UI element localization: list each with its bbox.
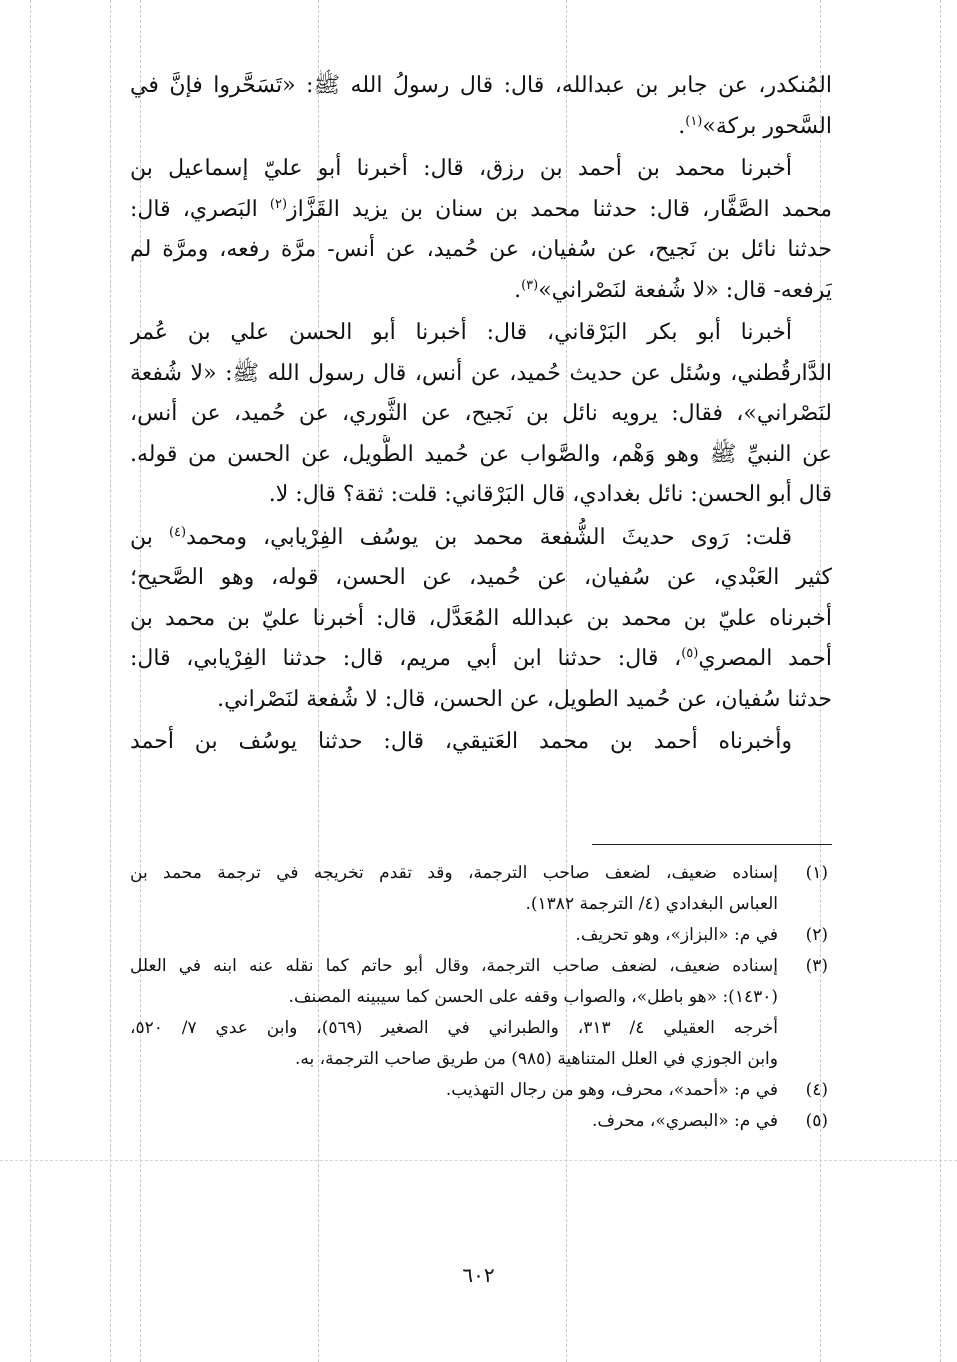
text-segment: ، قال: حدثنا ابن أبي مريم، قال: حدثنا الفِرْيابي، قال:	[130, 646, 682, 671]
main-text	[130, 66, 832, 765]
text-segment: .	[514, 277, 522, 303]
footnote-continuation	[130, 1013, 832, 1075]
paragraph	[130, 722, 832, 763]
text-line	[130, 518, 832, 559]
footnote-number: (٢)	[805, 925, 828, 945]
text-line: قال أبو الحسن: نائل بغدادي، قال البَرْقاني: قلت: ثقة؟ قال: لا.	[268, 482, 832, 507]
footnote-separator	[592, 844, 832, 845]
text-line	[130, 190, 832, 231]
footnote-line: إسناده ضعيف، لضعف صاحب الترجمة، وقد تقدم تخريجه في ترجمة محمد بن	[130, 863, 778, 883]
scan-artifact	[940, 0, 941, 1362]
footnote-ref: (٤)	[168, 524, 187, 540]
footnote-number: (٣)	[805, 956, 828, 976]
footnote-line: في م: «أحمد»، محرف، وهو من رجال التهذيب.	[445, 1080, 778, 1100]
paragraph	[130, 66, 832, 147]
text-line	[130, 107, 832, 148]
page-number: ٦٠٢	[462, 1263, 495, 1287]
footnote-ref: (٣)	[521, 277, 539, 293]
footnote-line: العباس البغدادي (٤/ الترجمة ١٣٨٢).	[525, 894, 778, 914]
footnote-line: في م: «البزاز»، وهو تحريف.	[575, 925, 778, 945]
text-segment: .	[678, 113, 686, 139]
text-line: لنَصْراني»، فقال: يرويه نائل بن نَجيح، عن الثَّوري، عن حُميد، عن أنس،	[130, 401, 832, 426]
footnote-number: (٤)	[805, 1080, 828, 1100]
text-segment: البَصري، قال:	[130, 196, 270, 222]
scan-artifact	[110, 0, 111, 1362]
text-line: الدَّارقُطني، وسُئل عن حديث حُميد، عن أنس، قال رسول الله ﷺ: «لا شُفعة	[130, 360, 832, 386]
footnotes	[130, 858, 832, 1137]
footnote-ref: (٥)	[681, 646, 699, 661]
footnote	[130, 1106, 832, 1137]
footnote-ref: (١)	[685, 113, 703, 129]
footnote-line: (١٤٣٠): «هو باطل»، والصواب وقفه على الحسن كما سيبينه المصنف.	[288, 987, 778, 1007]
footnote	[130, 1075, 832, 1106]
text-line: أخبرنا محمد بن أحمد بن رزق، قال: أخبرنا أبو عليّ إسماعيل بن	[130, 156, 792, 181]
text-segment: أحمد المصري	[698, 646, 832, 671]
footnote-line: وابن الجوزي في العلل المتناهية (٩٨٥) من طريق صاحب الترجمة، به.	[294, 1049, 778, 1069]
text-line	[130, 639, 832, 680]
text-line: المُنكدر، عن جابر بن عبدالله، قال: قال رسولُ الله ﷺ: «تَسَحَّروا فإنَّ في	[130, 73, 832, 98]
text-line: حدثنا سُفيان، عن حُميد الطويل، عن الحسن، قال: لا شُفعة لنَصْراني.	[217, 686, 832, 712]
footnote-line: أخرجه العقيلي ٤/ ٣١٣، والطبراني في الصغير (٥٦٩)، وابن عدي ٧/ ٥٢٠،	[130, 1018, 778, 1038]
text-segment: يَرفعه- قال: «لا شُفعة لنَصْراني»	[538, 277, 832, 303]
text-line	[130, 271, 832, 312]
scan-artifact	[30, 0, 31, 1362]
text-line: كثير العَبْدي، عن سُفيان، عن حُميد، عن الحسن، قوله، وهو الصَّحيح؛	[130, 565, 832, 590]
scan-artifact	[0, 1160, 957, 1161]
text-line: حدثنا نائل بن نَجيح، عن سُفيان، عن حُميد، عن أنس- مرَّة رفعه، ومرَّة لم	[130, 237, 832, 262]
text-segment: محمد الصَّفَّار، قال: حدثنا محمد بن سنان بن يزيد القَزَّاز	[287, 196, 832, 222]
footnote-line: في م: «البصري»، محرف.	[592, 1111, 778, 1131]
paragraph	[130, 149, 832, 311]
paragraph	[130, 313, 832, 516]
text-line: أخبرنا أبو بكر البَرْقاني، قال: أخبرنا أبو الحسن علي بن عُمر	[130, 320, 792, 345]
footnote	[130, 951, 832, 1013]
footnote	[130, 858, 832, 920]
text-segment: قلت: رَوى حديثَ الشُّفعة محمد بن يوسُف الفِرْيابي، ومحمد	[186, 524, 792, 550]
footnote-line: إسناده ضعيف، لضعف صاحب الترجمة، وقال أبو حاتم كما نقله عنه ابنه في العلل	[130, 956, 778, 976]
paragraph	[130, 518, 832, 721]
text-line: عن النبيِّ ﷺ وهو وَهْم، والصَّواب عن حُميد الطُّويل، عن الحسن من قوله.	[130, 441, 832, 467]
footnote-ref: (٢)	[269, 196, 288, 212]
text-line: أخبرناه عليّ بن محمد بن عبدالله المُعَدَّل، قال: أخبرنا عليّ بن محمد بن	[130, 605, 832, 631]
footnote-number: (٥)	[805, 1111, 828, 1131]
text-segment: السَّحور بركة»	[702, 113, 832, 139]
text-line: وأخبرناه أحمد بن محمد العَتيقي، قال: حدثنا يوسُف بن أحمد	[130, 729, 792, 754]
footnote-number: (١)	[805, 863, 828, 883]
text-segment: بن	[130, 524, 169, 550]
footnote	[130, 920, 832, 951]
